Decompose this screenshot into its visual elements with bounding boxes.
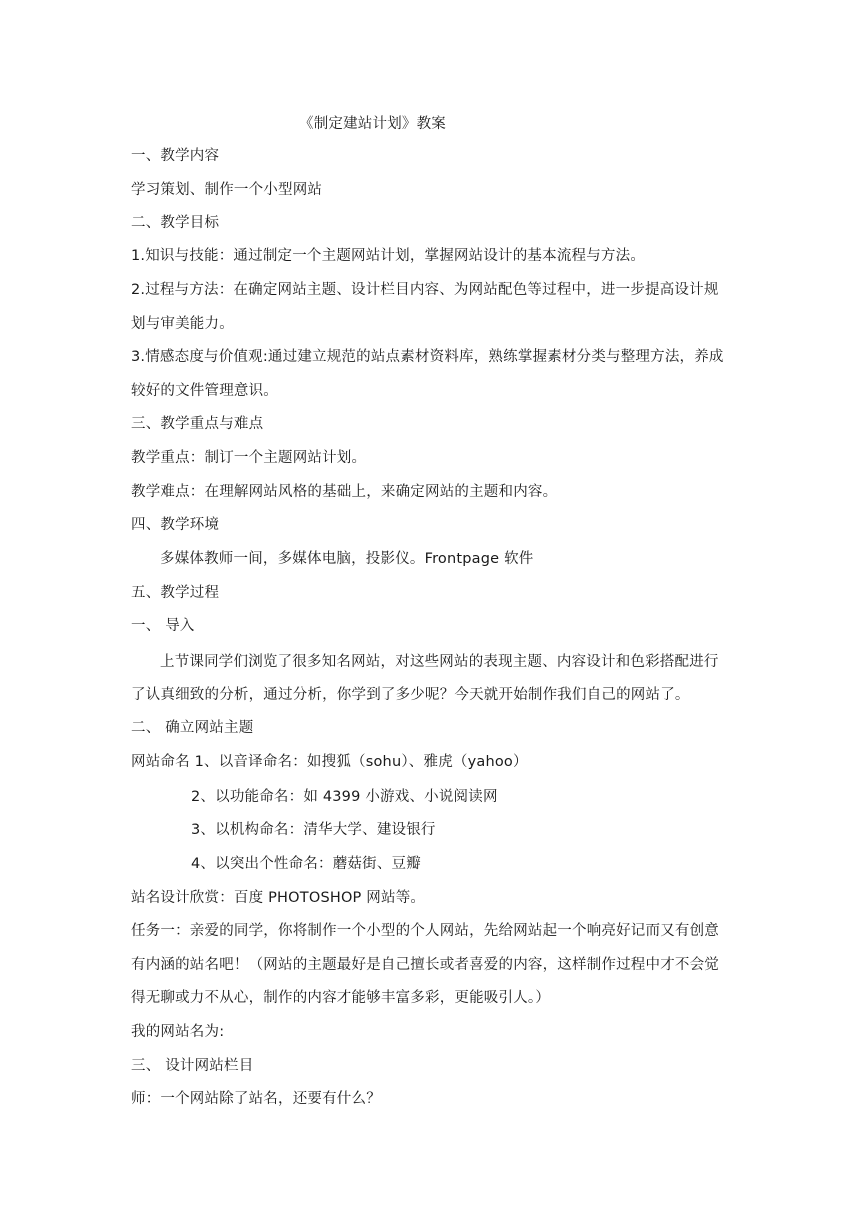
paragraph: 有内涵的站名吧！（网站的主题最好是自己擅长或者喜爱的内容，这样制作过程中才不会觉	[131, 957, 719, 973]
paragraph: 我的网站名为:	[131, 1024, 225, 1040]
section-heading: 五、教学过程	[131, 585, 220, 601]
section-heading: 一、教学内容	[131, 148, 220, 164]
list-item: 2、以功能命名：如 4399 小游戏、小说阅读网	[191, 789, 498, 805]
document-title: 《制定建站计划》教案	[299, 116, 446, 132]
paragraph: 学习策划、制作一个小型网站	[131, 182, 323, 198]
paragraph: 师：一个网站除了站名，还要有什么？	[131, 1091, 381, 1107]
paragraph: 较好的文件管理意识。	[131, 383, 278, 399]
subsection-heading: 二、 确立网站主题	[131, 720, 254, 736]
paragraph: 教学重点：制订一个主题网站计划。	[131, 450, 367, 466]
paragraph: 多媒体教师一间，多媒体电脑，投影仪。Frontpage 软件	[160, 551, 534, 567]
paragraph: 上节课同学们浏览了很多知名网站，对这些网站的表现主题、内容设计和色彩搭配进行	[160, 654, 719, 670]
paragraph: 得无聊或力不从心，制作的内容才能够丰富多彩，更能吸引人。）	[131, 990, 551, 1006]
list-item: 3、以机构命名：清华大学、建设银行	[191, 822, 436, 838]
paragraph: 了认真细致的分析，通过分析，你学到了多少呢？今天就开始制作我们自己的网站了。	[131, 687, 690, 703]
paragraph: 3.情感态度与价值观:通过建立规范的站点素材资料库，熟练掌握素材分类与整理方法，养成	[131, 349, 724, 365]
subsection-heading: 一、 导入	[131, 618, 195, 634]
section-heading: 四、教学环境	[131, 517, 220, 533]
paragraph: 2.过程与方法：在确定网站主题、设计栏目内容、为网站配色等过程中，进一步提高设计规	[131, 282, 719, 298]
section-heading: 三、教学重点与难点	[131, 416, 264, 432]
section-heading: 二、教学目标	[131, 215, 220, 231]
list-item: 网站命名 1、以音译命名：如搜狐（sohu）、雅虎（yahoo）	[131, 754, 528, 770]
subsection-heading: 三、 设计网站栏目	[131, 1058, 254, 1074]
paragraph: 任务一：亲爱的同学，你将制作一个小型的个人网站，先给网站起一个响亮好记而又有创意	[131, 923, 719, 939]
paragraph: 教学难点：在理解网站风格的基础上，来确定网站的主题和内容。	[131, 484, 558, 500]
paragraph: 1.知识与技能：通过制定一个主题网站计划，掌握网站设计的基本流程与方法。	[131, 248, 646, 264]
list-item: 4、以突出个性命名：蘑菇街、豆瓣	[191, 856, 421, 872]
paragraph: 划与审美能力。	[131, 316, 234, 332]
paragraph: 站名设计欣赏：百度 PHOTOSHOP 网站等。	[131, 890, 426, 906]
